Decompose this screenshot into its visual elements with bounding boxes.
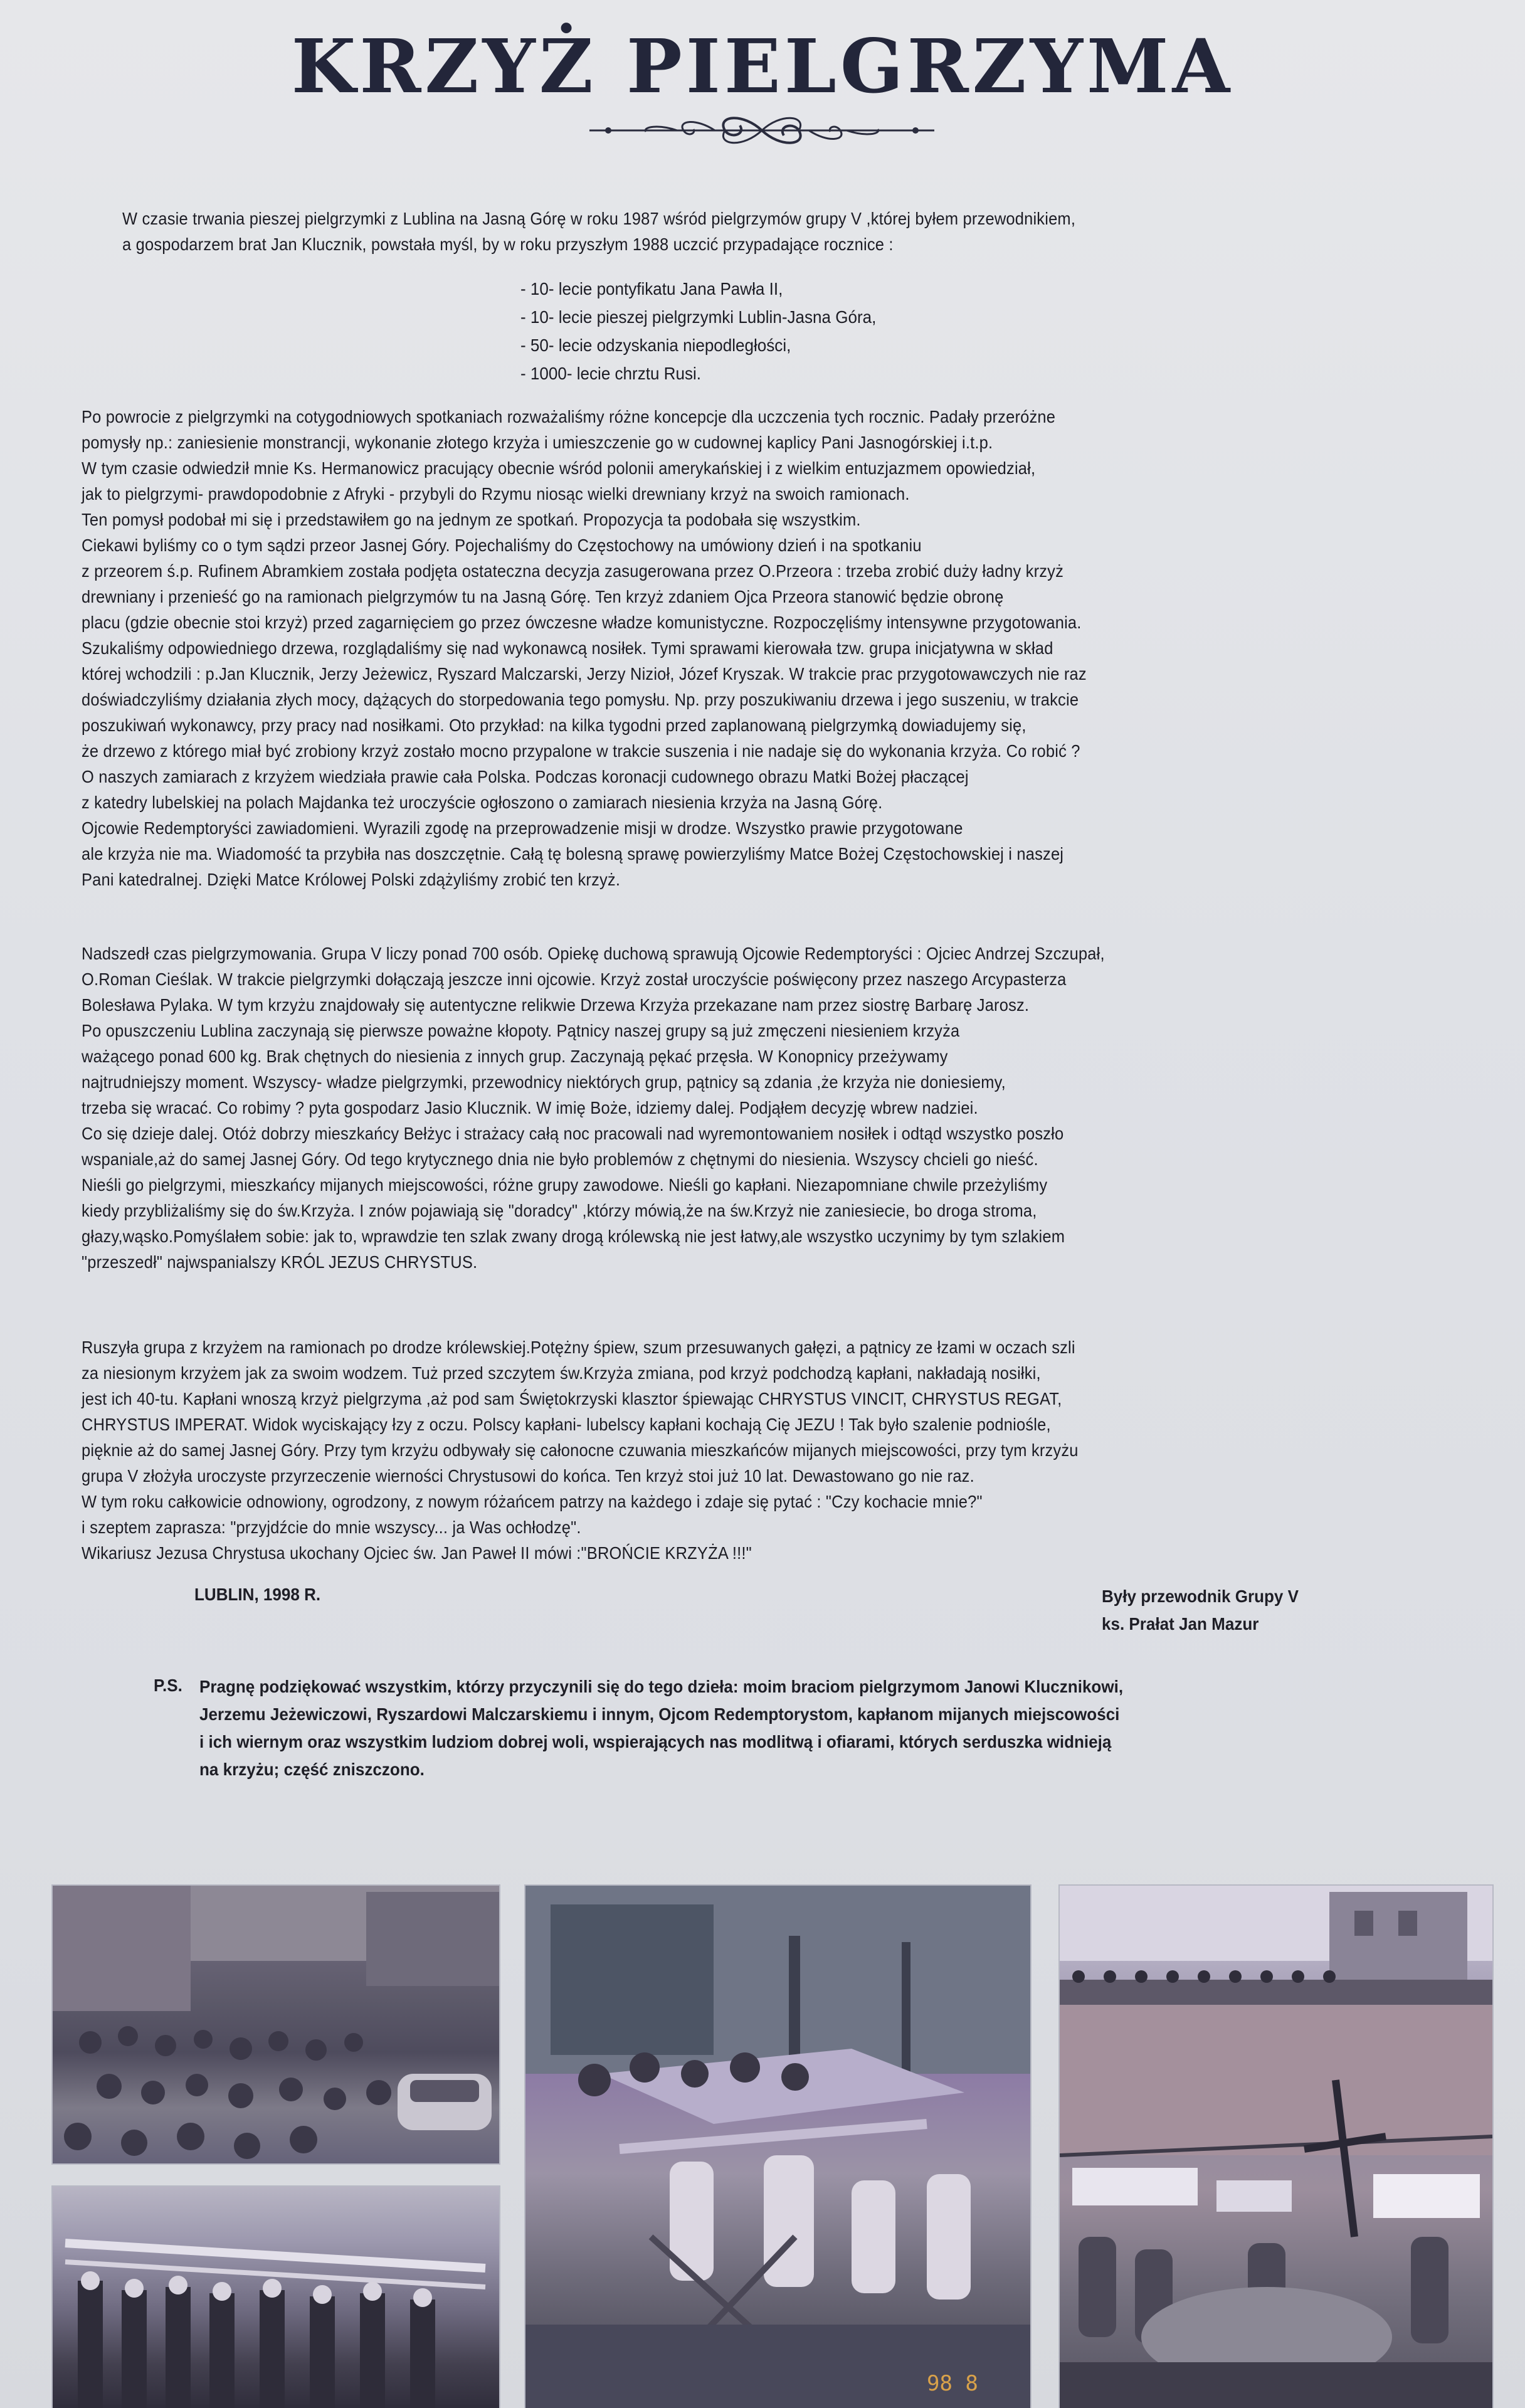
text-line: trzeba się wracać. Co robimy ? pyta gospodarz Jasio Klucznik. W imię Boże, idziemy dalej. Podjąłem decyzję wbrew nadziei. xyxy=(82,1098,978,1117)
text-line: drewniany i przenieść go na ramionach pielgrzymów tu na Jasną Górę. Ten krzyż zdaniem Ojca Przeora stanowić będzie obronę xyxy=(82,587,1004,606)
text-line: W tym roku całkowicie odnowiony, ogrodzony, z nowym różańcem patrzy na każdego i zdaje się pytać : "Czy kochacie mnie?" xyxy=(82,1492,983,1511)
place-date: LUBLIN, 1998 R. xyxy=(194,1585,321,1604)
text-line: O.Roman Cieślak. W trakcie pielgrzymki dołączają jeszcze inni ojcowie. Krzyż został uroczyście poświęcony przez naszego Arcypasterza xyxy=(82,969,1067,989)
text-line: Po powrocie z pielgrzymki na cotygodniowych spotkaniach rozważaliśmy różne koncepcje dla uczczenia tych rocznic. Padały przeróżne xyxy=(82,407,1056,426)
text-line: jest ich 40-tu. Kapłani wnoszą krzyż pielgrzyma ,aż pod sam Świętokrzyski klasztor śpiewając CHRYSTUS VINCIT, CHRYSTUS REGAT, xyxy=(82,1389,1062,1408)
text-line: Nadszedł czas pielgrzymowania. Grupa V liczy ponad 700 osób. Opiekę duchową sprawują Ojcowie Redemptoryści : Ojciec Andrzej Szczupał, xyxy=(82,944,1105,963)
text-line: z katedry lubelskiej na polach Majdanka też uroczyście ogłoszono o zamiarach niesienia krzyża na Jasną Górę. xyxy=(82,793,883,812)
text-line: Wikariusz Jezusa Chrystusa ukochany Ojciec św. Jan Paweł II mówi :"BROŃCIE KRZYŻA !!!" xyxy=(82,1543,752,1563)
photo-cross-in-rain xyxy=(524,1884,1032,2408)
text-line: Bolesława Pylaka. W tym krzyżu znajdowały się autentyczne relikwie Drzewa Krzyża przekazane nam przez siostrę Barbarę Jarosz. xyxy=(82,995,1030,1015)
text-line: z przeorem ś.p. Rufinem Abramkiem została podjęta ostateczna decyzja zasugerowana przez O.Przeora : trzeba zrobić duży ładny krzyż xyxy=(82,561,1064,581)
text-line: Pani katedralnej. Dzięki Matce Królowej Polski zdążyliśmy zrobić ten krzyż. xyxy=(82,870,621,889)
intro-line: W czasie trwania pieszej pielgrzymki z Lublina na Jasną Górę w roku 1987 wśród pielgrzymów grupy V ,której byłem przewodnikiem, xyxy=(122,209,1076,228)
text-line: Nieśli go pielgrzymi, mieszkańcy mijanych miejscowości, różne grupy zawodowe. Nieśli go kapłani. Niezapomniane chwile przeżyliśmy xyxy=(82,1175,1048,1195)
text-line: grupa V złożyła uroczyste przyrzeczenie wierności Chrystusowi do końca. Ten krzyż stoi już 10 lat. Dewastowano go nie raz. xyxy=(82,1466,974,1486)
paragraph-preparations xyxy=(82,404,1353,892)
text-line: "przeszedł" najwspanialszy KRÓL JEZUS CHRYSTUS. xyxy=(82,1252,478,1272)
text-line: Szukaliśmy odpowiedniego drzewa, rozglądaliśmy się nad wykonawcą nosiłek. Tymi sprawami kierowała tzw. grupa inicjatywna w skład xyxy=(82,638,1053,658)
text-line: Ten pomysł podobał mi się i przedstawiłem go na jednym ze spotkań. Propozycja ta podobała się wszystkim. xyxy=(82,510,861,529)
intro-paragraph xyxy=(122,206,1393,257)
anniversary-item: - 50- lecie odzyskania niepodległości, xyxy=(520,335,791,355)
text-line: doświadczyliśmy działania złych mocy, dążących do storpedowania tego pomysłu. Np. przy poszukiwaniu drzewa i jego suszeniu, w trakcie xyxy=(82,690,1079,709)
text-line: za niesionym krzyżem jak za swoim wodzem. Tuż przed szczytem św.Krzyża zmiana, pod krzyż podchodzą kapłani, nakładają nosiłki, xyxy=(82,1363,1041,1383)
photo-crowd-street xyxy=(51,1884,500,2165)
ps-line: Pragnę podziękować wszystkim, którzy przyczynili się do tego dzieła: moim braciom pielgrzymom Janowi Klucznikowi, xyxy=(199,1677,1124,1696)
text-line: kiedy przybliżaliśmy się do św.Krzyża. I znów pojawiają się "doradcy" ,którzy mówią,że na św.Krzyż nie zaniesiecie, bo droga stroma, xyxy=(82,1201,1037,1220)
photo-cross-jasna-gora xyxy=(1058,1884,1494,2408)
photo-date-stamp: 98 8 xyxy=(927,2371,978,2396)
text-line: i szeptem zaprasza: "przyjdźcie do mnie wszyscy... ja Was ochłodzę". xyxy=(82,1518,581,1537)
paragraph-royal-road xyxy=(82,1334,1353,1566)
ornament-divider xyxy=(583,108,941,152)
ps-line: na krzyżu; część zniszczono. xyxy=(199,1760,425,1779)
text-line: głazy,wąsko.Pomyślałem sobie: jak to, wprawdzie ten szlak zwany drogą królewską nie jest łatwy,ale wszystko uczynimy by tym szlakiem xyxy=(82,1227,1065,1246)
text-line: jak to pielgrzymi- prawdopodobnie z Afryki - przybyli do Rzymu niosąc wielki drewniany krzyż na swoich ramionach. xyxy=(82,484,910,504)
anniversary-list xyxy=(520,275,876,388)
text-line: placu (gdzie obecnie stoi krzyż) przed zagarnięciem go przez ówczesne władze komunistyczne. Rozpoczęliśmy intensywne przygotowania. xyxy=(82,613,1082,632)
signature-line: Były przewodnik Grupy V xyxy=(1102,1587,1299,1606)
text-line: Ruszyła grupa z krzyżem na ramionach po drodze królewskiej.Potężny śpiew, szum przesuwanych gałęzi, a pątnicy ze łzami w oczach szli xyxy=(82,1338,1075,1357)
text-line: poszukiwań wykonawcy, przy pracy nad nosiłkami. Oto przykład: na kilka tygodni przed zaplanowaną pielgrzymką dowiadujemy się, xyxy=(82,716,1026,735)
text-line: pięknie aż do samej Jasnej Góry. Przy tym krzyżu odbywały się całonocne czuwania mieszkańców mijanych miejscowości, przy tym krzyżu xyxy=(82,1440,1079,1460)
signature-block xyxy=(1102,1583,1299,1638)
text-line: Co się dzieje dalej. Otóż dobrzy mieszkańcy Bełżyc i strażacy całą noc pracowali nad wyremontowaniem nosiłek i odtąd wszystko poszło xyxy=(82,1124,1064,1143)
anniversary-item: - 10- lecie pieszej pielgrzymki Lublin-Jasna Góra, xyxy=(520,307,877,327)
signature-line: ks. Prałat Jan Mazur xyxy=(1102,1614,1259,1634)
text-line: najtrudniejszy moment. Wszyscy- władze pielgrzymki, przewodnicy niektórych grup, pątnicy są zdania ,że krzyża nie doniesiemy, xyxy=(82,1072,1006,1092)
text-line: ważącego ponad 600 kg. Brak chętnych do niesienia z innych grup. Zaczynają pękać przęsła. W Konopnicy przeżywamy xyxy=(82,1047,948,1066)
anniversary-item: - 1000- lecie chrztu Rusi. xyxy=(520,364,702,383)
paragraph-pilgrimage xyxy=(82,941,1353,1275)
text-line: której wchodzili : p.Jan Klucznik, Jerzy Jeżewicz, Ryszard Malczarski, Jerzy Nizioł, Józef Kryszak. W trakcie prac przygotowawczych nie raz xyxy=(82,664,1087,684)
text-line: pomysły np.: zaniesienie monstrancji, wykonanie złotego krzyża i umieszczenie go w cudownej kaplicy Pani Jasnogórskiej i.t.p. xyxy=(82,433,993,452)
text-line: że drzewo z którego miał być zrobiony krzyż zostało mocno przypalone w trakcie suszenia i nie nadaje się do wykonania krzyża. Co robić ? xyxy=(82,741,1080,761)
text-line: W tym czasie odwiedził mnie Ks. Hermanowicz pracujący obecnie wśród polonii amerykańskiej i z wielkim entuzjazmem opowiedział, xyxy=(82,458,1036,478)
ps-label: P.S. xyxy=(154,1676,182,1695)
text-line: O naszych zamiarach z krzyżem wiedziała prawie cała Polska. Podczas koronacji cudownego obrazu Matki Bożej płaczącej xyxy=(82,767,969,786)
text-line: Ciekawi byliśmy co o tym sądzi przeor Jasnej Góry. Pojechaliśmy do Częstochowy na umówiony dzień i na spotkaniu xyxy=(82,536,922,555)
text-line: CHRYSTUS IMPERAT. Widok wyciskający łzy z oczu. Polscy kapłani- lubelscy kapłani kochają Cię JEZU ! Tak było szalenie podniośle, xyxy=(82,1415,1051,1434)
page-title: KRZYŻ PIELGRZYMA xyxy=(291,23,1234,110)
text-line: ale krzyża nie ma. Wiadomość ta przybiła nas doszczętnie. Całą tę bolesną sprawę powierzyliśmy Matce Bożej Częstochowskiej i naszej xyxy=(82,844,1064,863)
anniversary-item: - 10- lecie pontyfikatu Jana Pawła II, xyxy=(520,279,783,298)
text-line: wspaniale,aż do samej Jasnej Góry. Od tego krytycznego dnia nie było problemów z chętnymi do niesienia. Wszyscy chcieli go nieść. xyxy=(82,1149,1038,1169)
text-line: Ojcowie Redemptoryści zawiadomieni. Wyrazili zgodę na przeprowadzenie misji w drodze. Wszystko prawie przygotowane xyxy=(82,818,963,838)
ps-paragraph xyxy=(199,1673,1123,1783)
ps-line: Jerzemu Jeżewiczowi, Ryszardowi Malczarskiemu i innym, Ojcom Redemptorystom, kapłanom mijanych miejscowości xyxy=(199,1704,1120,1724)
photo-cross-procession xyxy=(51,2185,500,2408)
ps-line: i ich wiernym oraz wszystkim ludziom dobrej woli, wspierających nas modlitwą i ofiarami, których serduszka widnieją xyxy=(199,1732,1112,1751)
intro-line: a gospodarzem brat Jan Klucznik, powstała myśl, by w roku przyszłym 1988 uczcić przypadające rocznice : xyxy=(122,235,894,254)
text-line: Po opuszczeniu Lublina zaczynają się pierwsze poważne kłopoty. Pątnicy naszej grupy są już zmęczeni niesieniem krzyża xyxy=(82,1021,960,1040)
